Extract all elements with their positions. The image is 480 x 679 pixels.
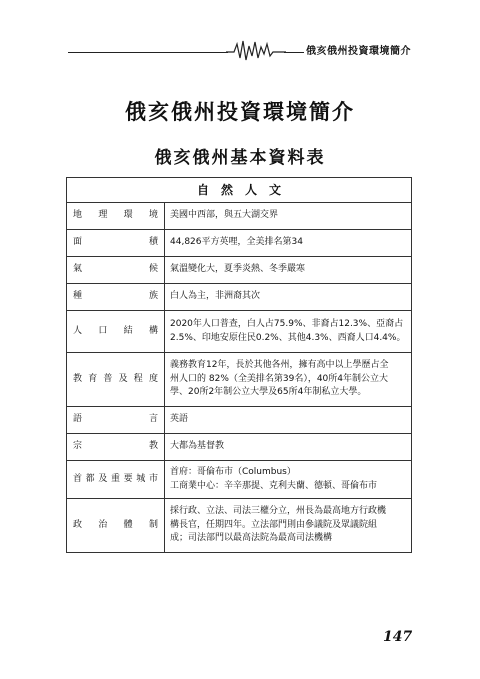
row-label-text: 面 積 bbox=[73, 237, 158, 248]
row-value bbox=[165, 407, 412, 434]
table-row bbox=[67, 257, 412, 284]
row-label-text: 地 理 環 境 bbox=[73, 210, 158, 221]
row-label-text: 宗 教 bbox=[73, 441, 158, 452]
row-label bbox=[67, 230, 165, 257]
row-value-line: 白人為主，非洲裔其次 bbox=[170, 291, 261, 302]
table-heading-row bbox=[67, 178, 412, 203]
table-row bbox=[67, 353, 412, 407]
row-value bbox=[165, 434, 412, 461]
table-row bbox=[67, 230, 412, 257]
row-label-text: 人 口 結 構 bbox=[73, 325, 158, 336]
row-label-text: 種 族 bbox=[73, 291, 158, 302]
table-row bbox=[67, 407, 412, 434]
row-label-text: 首 都 及 重 要 城 市 bbox=[73, 473, 158, 484]
page-number: 147 bbox=[383, 629, 413, 645]
header-rule-left bbox=[68, 52, 228, 53]
row-value-line: 成；司法部門以最高法院為最高司法機構 bbox=[170, 533, 333, 544]
row-value-line: 氣溫變化大，夏季炎熱、冬季嚴寒 bbox=[170, 264, 306, 275]
row-label-text: 政 治 體 制 bbox=[73, 519, 158, 530]
row-label bbox=[67, 257, 165, 284]
table-row bbox=[67, 284, 412, 311]
row-value bbox=[165, 311, 412, 353]
basic-data-table bbox=[66, 177, 412, 553]
row-value bbox=[165, 203, 412, 230]
row-value-line: 英語 bbox=[170, 414, 189, 425]
row-label bbox=[67, 311, 165, 353]
page-title: 俄亥俄州投資環境簡介 bbox=[125, 100, 355, 124]
row-value-line: 州人口的 82%（全美排名第39名），40所4年制公立大 bbox=[170, 373, 388, 384]
row-label bbox=[67, 353, 165, 407]
running-header-title: 俄亥俄州投資環境簡介 bbox=[306, 46, 411, 57]
row-label bbox=[67, 203, 165, 230]
row-label-text: 教 育 普 及 程 度 bbox=[73, 373, 158, 384]
row-value-line: 2020年人口普查，白人占75.9%、非裔占12.3%、亞裔占 bbox=[170, 318, 404, 329]
page-subtitle: 俄亥俄州基本資料表 bbox=[154, 148, 326, 168]
row-value bbox=[165, 230, 412, 257]
row-value-line: 美國中西部，與五大湖交界 bbox=[170, 210, 279, 221]
table-row bbox=[67, 434, 412, 461]
table-heading: 自然人文 bbox=[67, 178, 412, 203]
row-label bbox=[67, 499, 165, 553]
table-row bbox=[67, 461, 412, 499]
row-value bbox=[165, 499, 412, 553]
row-value-line: 工商業中心：辛辛那提、克利夫蘭、德頓、哥倫布市 bbox=[170, 480, 378, 491]
row-label-text: 氣 候 bbox=[73, 264, 158, 275]
table-row bbox=[67, 499, 412, 553]
row-label bbox=[67, 434, 165, 461]
row-label bbox=[67, 407, 165, 434]
row-value bbox=[165, 257, 412, 284]
row-value bbox=[165, 353, 412, 407]
row-label bbox=[67, 284, 165, 311]
row-value-line: 採行政、立法、司法三權分立，州長為最高地方行政機 bbox=[170, 505, 387, 516]
row-value-line: 構長官，任期四年。立法部門則由參議院及眾議院組 bbox=[170, 519, 378, 530]
heartbeat-line-icon bbox=[226, 38, 286, 62]
row-value-line: 學、20所2年制公立大學及65所4年制私立大學。 bbox=[170, 387, 367, 398]
row-value bbox=[165, 284, 412, 311]
row-value-line: 44,826平方英哩，全美排名第34 bbox=[170, 237, 303, 248]
row-value-line: 大都為基督教 bbox=[170, 441, 225, 452]
row-value bbox=[165, 461, 412, 499]
row-label bbox=[67, 461, 165, 499]
header-rule-right bbox=[284, 52, 304, 53]
table-row bbox=[67, 311, 412, 353]
row-value-line: 首府：哥倫布市（Columbus） bbox=[170, 466, 296, 477]
row-value-line: 義務教育12年，長於其他各州，擁有高中以上學歷占全 bbox=[170, 359, 389, 370]
table-row bbox=[67, 203, 412, 230]
row-value-line: 2.5%、印地安原住民0.2%、其他4.3%、西裔人口4.4%。 bbox=[170, 332, 406, 343]
row-label-text: 語 言 bbox=[73, 414, 158, 425]
